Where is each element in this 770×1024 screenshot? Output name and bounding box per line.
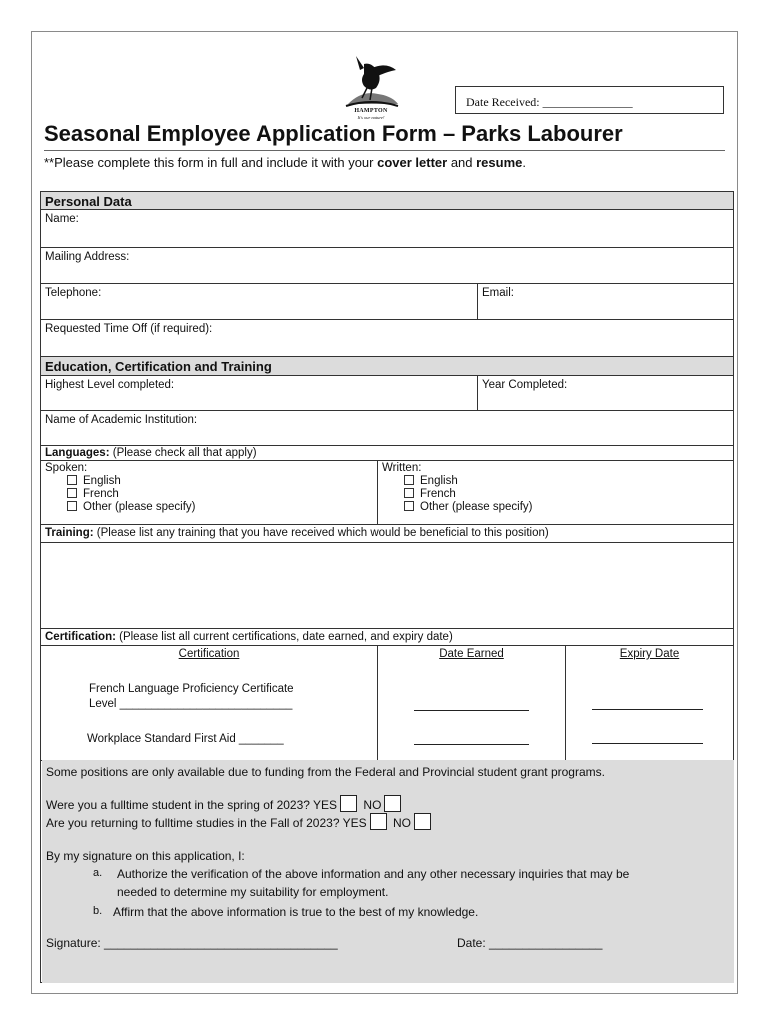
training-note: (Please list any training that you have received which would be beneficial to this position) [93, 527, 549, 539]
spoken-other-label: Other (please specify) [83, 501, 196, 513]
training-label: Training: [45, 527, 94, 539]
written-english-label: English [420, 475, 458, 487]
written-french-option[interactable] [382, 488, 533, 501]
intro-cover-letter: cover letter [377, 155, 448, 170]
cert-column-header: Certification [178, 648, 240, 660]
telephone-field[interactable]: Telephone: [45, 287, 102, 299]
french-cert-level: Level ___________________________ [89, 698, 293, 710]
expiry-column-header: Expiry Date [619, 648, 680, 660]
intro-suffix: . [522, 155, 526, 170]
logo-tagline: It's our nature! [357, 115, 385, 120]
french-cert-line1: French Language Proficiency Certificate [89, 683, 294, 695]
funding-note: Some positions are only available due to funding from the Federal and Provincial student grant programs. [46, 765, 605, 779]
written-languages [382, 462, 533, 514]
signature-intro: By my signature on this application, I: [46, 849, 245, 863]
checkbox-icon[interactable] [67, 488, 77, 498]
intro-and: and [447, 155, 477, 170]
fall-no-label: NO [392, 816, 411, 830]
item-a-marker: a. [93, 867, 103, 879]
year-completed-field[interactable]: Year Completed: [482, 379, 568, 391]
item-b-marker: b. [93, 905, 103, 917]
spoken-english-option[interactable] [45, 475, 196, 488]
training-textarea[interactable] [41, 543, 733, 627]
french-date-earned-line[interactable] [414, 710, 529, 711]
french-cert-text[interactable] [89, 682, 294, 712]
certification-header [41, 629, 733, 644]
education-header: Education, Certification and Training [41, 357, 733, 375]
spring-student-question [46, 795, 404, 812]
languages-note: (Please check all that apply) [109, 447, 257, 459]
checkbox-icon[interactable] [404, 475, 414, 485]
spring-no-checkbox[interactable] [384, 795, 401, 812]
written-label: Written: [382, 462, 422, 474]
certification-label: Certification: [45, 631, 116, 643]
spring-no-label: NO [363, 798, 382, 812]
item-a-line2: needed to determine my suitability for employment. [117, 885, 389, 899]
written-other-label: Other (please specify) [420, 501, 533, 513]
intro-text [44, 155, 526, 170]
fall-no-checkbox[interactable] [414, 813, 431, 830]
mailing-address-field[interactable]: Mailing Address: [45, 251, 130, 263]
name-field[interactable]: Name: [45, 213, 79, 225]
spoken-english-label: English [83, 475, 121, 487]
checkbox-icon[interactable] [67, 475, 77, 485]
hampton-logo-icon [342, 52, 400, 116]
item-b-line: Affirm that the above information is true to the best of my knowledge. [113, 905, 479, 919]
checkbox-icon[interactable] [404, 501, 414, 511]
checkbox-icon[interactable] [67, 501, 77, 511]
earned-column-header: Date Earned [439, 648, 504, 660]
intro-prefix: **Please complete this form in full and include it with your [44, 155, 378, 170]
logo-name: HAMPTON [354, 108, 388, 114]
written-other-option[interactable] [382, 501, 533, 514]
spring-question-text: Were you a fulltime student in the spring of 2023? YES [46, 798, 338, 812]
personal-data-header: Personal Data [41, 192, 733, 210]
application-form [40, 191, 734, 983]
intro-resume: resume [476, 155, 523, 170]
email-field[interactable]: Email: [482, 287, 514, 299]
signature-date-field[interactable]: Date: _________________ [457, 936, 603, 950]
certification-note: (Please list all current certifications, date earned, and expiry date) [115, 631, 453, 643]
fall-yes-checkbox[interactable] [370, 813, 387, 830]
fall-student-question [46, 813, 434, 830]
spoken-french-label: French [83, 488, 119, 500]
training-header [41, 525, 733, 540]
written-english-option[interactable] [382, 475, 533, 488]
first-aid-date-earned-line[interactable] [414, 744, 529, 745]
highest-level-field[interactable]: Highest Level completed: [45, 379, 175, 391]
languages-label: Languages: [45, 447, 110, 459]
spoken-other-option[interactable] [45, 501, 196, 514]
spoken-french-option[interactable] [45, 488, 196, 501]
institution-field[interactable]: Name of Academic Institution: [45, 414, 198, 426]
written-french-label: French [420, 488, 456, 500]
languages-header [41, 445, 733, 460]
spring-yes-checkbox[interactable] [340, 795, 357, 812]
checkbox-icon[interactable] [404, 488, 414, 498]
date-received-box: Date Received: _______________ [455, 86, 724, 114]
item-a-line1: Authorize the verification of the above information and any other necessary inquiries that may be [117, 867, 630, 881]
spoken-label: Spoken: [45, 462, 88, 474]
spoken-languages [45, 462, 196, 514]
signature-field[interactable]: Signature: ___________________________________ [46, 936, 338, 950]
first-aid-expiry-line[interactable] [592, 743, 703, 744]
first-aid-text[interactable]: Workplace Standard First Aid _______ [87, 733, 284, 745]
title-divider [44, 150, 725, 151]
french-expiry-line[interactable] [592, 709, 703, 710]
fall-question-text: Are you returning to fulltime studies in the Fall of 2023? YES [46, 816, 367, 830]
page-title: Seasonal Employee Application Form – Parks Labourer [44, 121, 623, 146]
time-off-field[interactable]: Requested Time Off (if required): [45, 323, 213, 335]
